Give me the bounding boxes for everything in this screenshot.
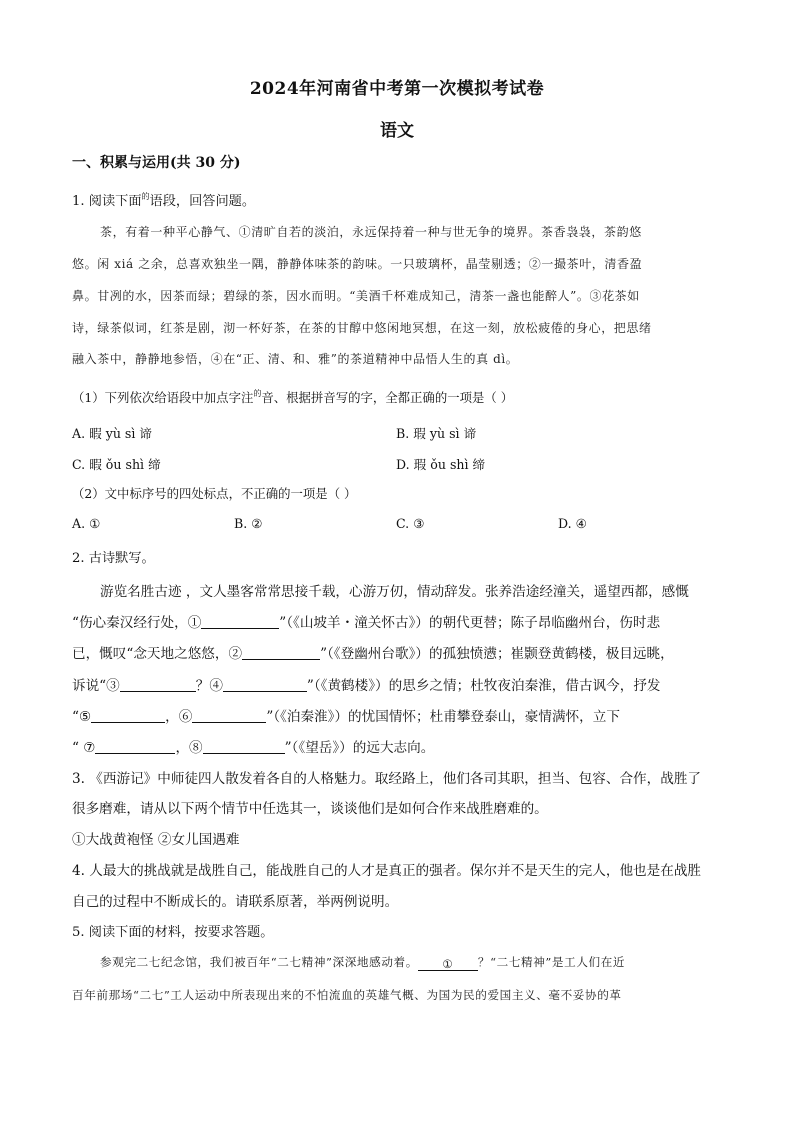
blank-1[interactable] (201, 614, 279, 629)
q2-line-4: 诉说“③ ？④ ”（《黄鹤楼》）的思乡之情；杜牧夜泊秦淮，借古讽今，抒发 (72, 678, 661, 694)
q2-stem: 2. 古诗默写。 (72, 551, 155, 566)
q5-stem: 5. 阅读下面的材料，按要求答题。 (72, 925, 274, 940)
q3-line-1: 3. 《西游记》中师徒四人散发着各自的人格魅力。取经路上，他们各司其职，担当、包容、合作，战胜了 (72, 771, 702, 787)
option-1c: C. 暇 ǒu shì 缔 (72, 457, 161, 472)
q1-sub2: （2）文中标序号的四处标点，不正确的一项是（ ） (72, 486, 357, 501)
passage-line-5: 融入茶中，静静地参悟，④在“正、清、和、雅”的茶道精神中品悟人生的真 dì。 (72, 352, 519, 366)
option-2a: A. ① (72, 516, 101, 531)
q3-line-2: 很多磨难，请从以下两个情节中任选其一，谈谈他们是如何合作来战胜磨难的。 (72, 801, 548, 817)
option-1a: A. 暇 yù sì 谛 (72, 426, 153, 441)
q2-line-3: 已，慨叹“念天地之悠悠，② ”（《登幽州台歌》）的孤独愤懑；崔颢登黄鹤楼，极目远眺， (72, 646, 674, 662)
q5-para-1: 参观完二七纪念馆，我们被百年“二七精神”深深地感动着。 ① ？“二七精神”是工人们在近 (100, 955, 626, 971)
q1-stem-de: 的 (141, 192, 150, 201)
passage-line-4: 诗，绿茶似词，红茶是剧，沏一杯好茶，在茶的甘醇中悠闲地冥想，在这一刻，放松疲倦的身心，把思绪 (72, 321, 652, 335)
subject-title: 语文 (380, 121, 414, 141)
q1-stem: 1. 阅读下面$^的$语段，回答问题。 (72, 192, 256, 209)
blank-3[interactable] (120, 677, 196, 692)
page-title: 2024年河南省中考第一次模拟考试卷 (249, 79, 545, 99)
q3-line-3: ①大战黄袍怪 ②女儿国遇难 (72, 832, 240, 848)
blank-5[interactable] (91, 708, 165, 723)
q2-line-6: “ ⑦ ，⑧ ”（《望岳》）的远大志向。 (72, 740, 435, 756)
blank-4[interactable] (223, 677, 307, 692)
blank-6[interactable] (192, 708, 266, 723)
q1-sub1: （1）下列依次给语段中加点字注$^的$音、根据拼音写的字，全都正确的一项是（ ） (72, 389, 514, 405)
option-2b: B. ② (234, 516, 263, 531)
passage-line-2: 悠。闲 xiá 之余，总喜欢独坐一隅，静静体味茶的韵味。一只玻璃杯，晶莹剔透；②一撮茶叶，清香盈 (72, 257, 643, 271)
q4-line-1: 4. 人最大的挑战就是战胜自己，能战胜自己的人才是真正的强者。保尔并不是天生的完人，他也是在战胜 (72, 863, 702, 879)
q2-line-2: “伤心秦汉经行处，① ”（《山坡羊・潼关怀古》）的朝代更替；陈子昂临幽州台，伤时悲 (72, 615, 661, 631)
blank-q5-1[interactable]: ① (418, 957, 478, 971)
option-2d: D. ④ (558, 516, 587, 531)
blank-8[interactable] (203, 739, 285, 754)
option-1b: B. 瑕 yù sì 谛 (396, 426, 477, 441)
option-2c: C. ③ (396, 516, 425, 531)
q2-line-1: 游览名胜古迹 ，文人墨客常常思接千载，心游万仞，情动辞发。张养浩途经潼关，遥望西都，感慨 (100, 584, 689, 600)
passage-line-1: 茶，有着一种平心静气、①清旷自若的淡泊，永远保持着一种与世无争的境界。茶香袅袅，茶韵悠 (100, 225, 642, 239)
q5-para-2: 百年前那场“二七”工人运动中所表现出来的不怕流血的英雄气概、为国为民的爱国主义、毫不妥协的革 (72, 988, 622, 1002)
section-heading: 一、积累与运用(共 30 分) (72, 155, 241, 171)
q4-line-2: 自己的过程中不断成长的。请联系原著，举两例说明。 (72, 894, 399, 910)
option-1d: D. 瑕 ǒu shì 缔 (396, 457, 486, 472)
blank-2[interactable] (242, 645, 320, 660)
q2-line-5: “⑤ ，⑥ ”（《泊秦淮》）的忧国情怀；杜甫攀登泰山，豪情满怀，立下 (72, 709, 620, 725)
passage-line-3: 鼻。甘冽的水，因茶而绿；碧绿的茶，因水而明。“美酒千杯难成知己，清茶一盏也能醉人”。③花茶如 (72, 289, 640, 303)
blank-7[interactable] (95, 739, 175, 754)
